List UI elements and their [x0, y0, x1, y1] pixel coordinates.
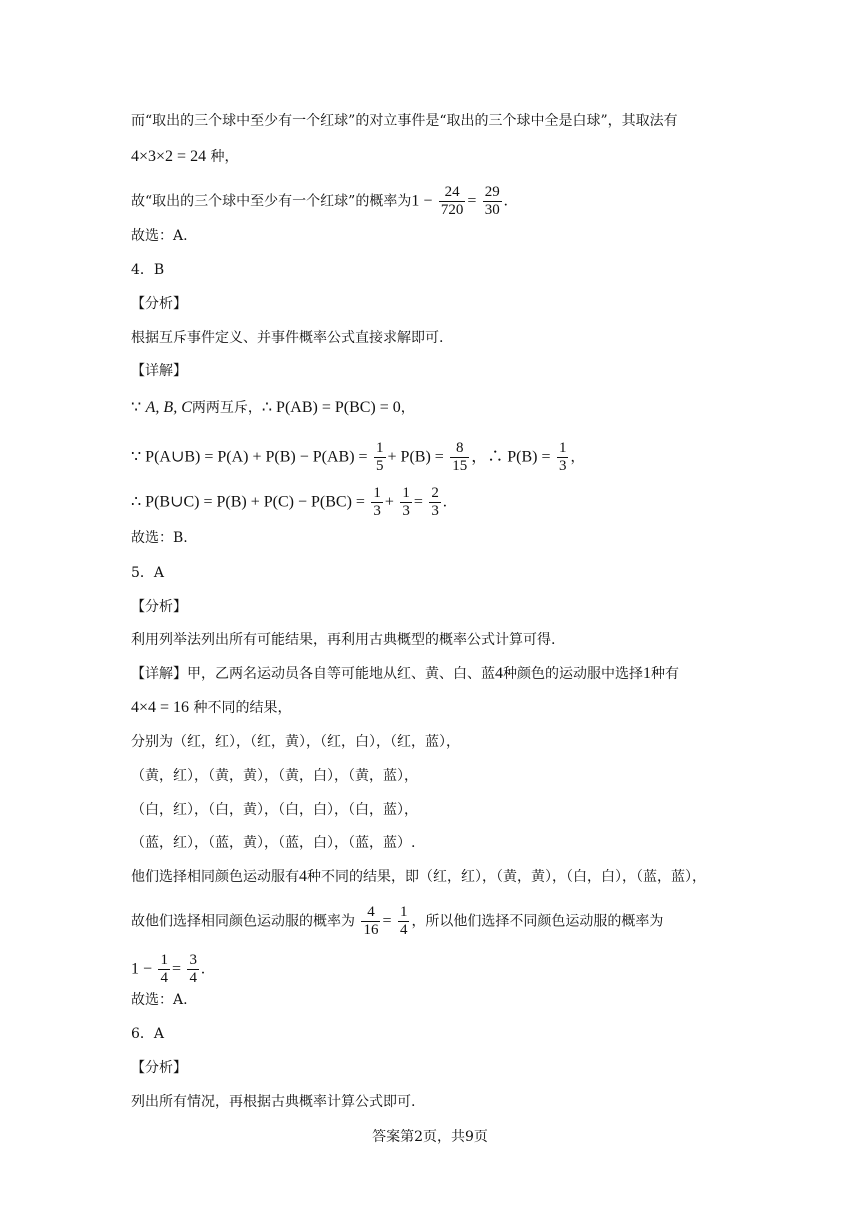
section-heading: 【详解】 — [131, 363, 187, 379]
text-line: 1 − $\frac{1}{4}$ = $\frac{3}{4}$ . — [131, 952, 205, 986]
fraction: $\frac{1}{4}$ — [160, 952, 168, 986]
fraction: $\frac{2}{3}$ — [431, 485, 439, 519]
text-line: ∴ P(B∪C) = P(B) + P(C) − P(BC) = $\frac{1}{3}$ + $\frac{1}{3}$ = $\frac{2}{3}$ . — [131, 485, 447, 519]
text-line: 故选：A. — [131, 992, 188, 1008]
text-line: （蓝，红），（蓝，黄），（蓝，白），（蓝，蓝）. — [131, 835, 416, 851]
question-number: 6．A — [131, 1026, 165, 1042]
fraction: $\frac{29}{30}$ — [484, 184, 500, 218]
text-line: 利用列举法列出所有可能结果，再利用古典概型的概率公式计算可得. — [131, 632, 556, 648]
text-line: 分别为（红，红），（红，黄），（红，白），（红，蓝）， — [131, 734, 460, 750]
text-line: （白，红），（白，黄），（白，白），（白，蓝）， — [131, 802, 418, 818]
fraction: $\frac{1}{3}$ — [402, 485, 410, 519]
text-line: 而“取出的三个球中至少有一个红球”的对立事件是“取出的三个球中全是白球”，其取法有 — [131, 113, 678, 129]
text-line: 【详解】甲，乙两名运动员各自等可能地从红、黄、白、蓝4种颜色的运动服中选择1种有 — [131, 665, 679, 682]
text-line: 根据互斥事件定义、并事件概率公式直接求解即可. — [131, 330, 444, 346]
fraction: $\frac{1}{3}$ — [558, 440, 567, 474]
fraction: $\frac{24}{720}$ — [440, 184, 464, 218]
fraction: $\frac{1}{4}$ — [399, 904, 408, 938]
text-line: 4×4 = 16 种不同的结果， — [131, 699, 292, 716]
text-line: 故选：A. — [131, 228, 188, 244]
section-heading: 【分析】 — [131, 1060, 187, 1076]
fraction: $\frac{1}{3}$ — [373, 485, 381, 519]
question-number: 5．A — [131, 565, 165, 581]
question-number: 4．B — [131, 262, 165, 278]
fraction: $\frac{1}{5}$ — [376, 440, 384, 474]
text-line: 列出所有情况，再根据古典概率计算公式即可. — [131, 1094, 416, 1110]
text-line: 他们选择相同颜色运动服有4种不同的结果，即（红，红），（黄，黄），（白，白），（蓝，蓝）， — [131, 868, 706, 885]
text-line: （黄，红），（黄，黄），（黄，白），（黄，蓝）， — [131, 768, 418, 784]
text-line: 故他们选择相同颜色运动服的概率为 $\frac{4}{16}$ = $\frac{1}{4}$ ，所以他们选择不同颜色运动服的概率为 — [131, 904, 664, 938]
fraction: $\frac{4}{16}$ — [363, 904, 379, 938]
section-heading: 【分析】 — [131, 599, 187, 615]
text-line: 故选：B. — [131, 530, 188, 546]
fraction: $\frac{8}{15}$ — [452, 440, 468, 474]
text-line: 故“取出的三个球中至少有一个红球”的概率为1 − $\frac{24}{720}$ = $\frac{29}{30}$ . — [131, 184, 508, 218]
text-line: ∵ P(A∪B) = P(A) + P(B) − P(AB) = $\frac{1}{5}$ + P(B) = $\frac{8}{15}$ ，∴ P(B) = $\frac{1}{3}$ ， — [131, 440, 585, 474]
fraction: $\frac{3}{4}$ — [189, 952, 197, 986]
text-line: ∵ A, B, C两两互斥，∴ P(AB) = P(BC) = 0， — [131, 399, 415, 416]
page-footer: 答案第2页，共9页 — [372, 1129, 488, 1145]
section-heading: 【分析】 — [131, 296, 187, 312]
text-line: 4×3×2 = 24 种， — [131, 148, 239, 165]
